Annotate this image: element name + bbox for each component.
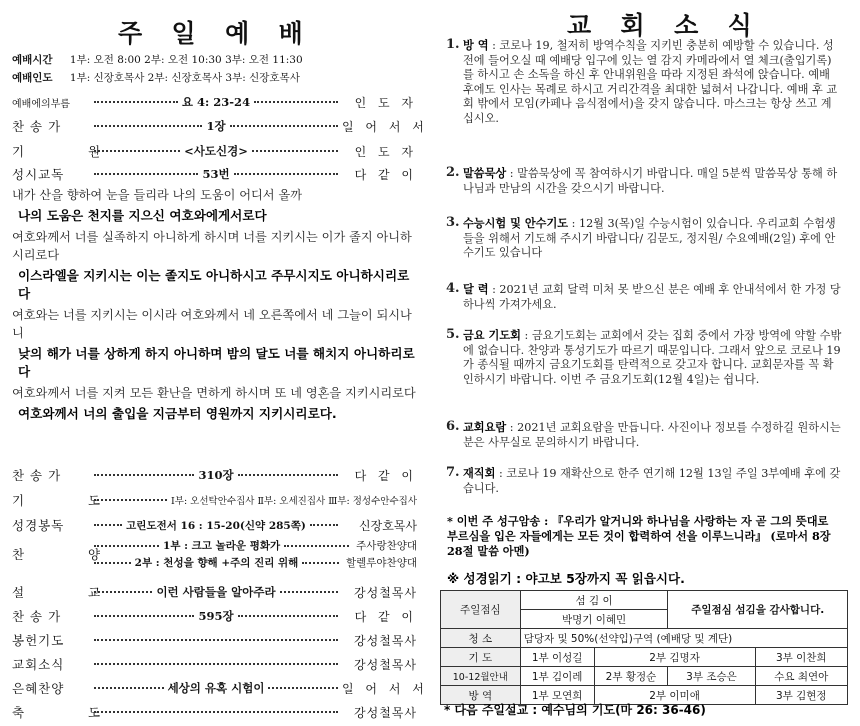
- reading-verse: 여호와께서 너의 출입을 지금부터 영원까지 지키시리로다.: [18, 406, 337, 421]
- order-content: 세상의 유혹 시험이: [167, 681, 265, 695]
- table-cell: 3부 김현정: [755, 686, 847, 705]
- order-label: 설 교: [12, 585, 131, 600]
- news-heading: 말씀묵상: [463, 166, 507, 180]
- order-row: [12, 116, 428, 136]
- order-row: [12, 490, 417, 510]
- choir-2nd-person: 할렐루야찬양대: [345, 557, 417, 569]
- table-cell: 2부 김명자: [594, 648, 755, 667]
- order-person: 강성철목사: [354, 705, 417, 720]
- table-cell: 2부 이미애: [594, 686, 755, 705]
- table-cell: 박명기 이혜민: [520, 610, 668, 629]
- order-row: [12, 702, 417, 722]
- news-heading: 교회요람: [463, 420, 507, 434]
- order-person: 일 어 서 서: [342, 119, 428, 134]
- order-person: 일 어 서 서: [342, 681, 428, 696]
- order-label: 은혜찬양: [12, 681, 65, 696]
- order-row: [12, 92, 417, 112]
- news-item: [447, 216, 842, 261]
- news-item: [447, 38, 842, 127]
- order-label: 봉헌기도: [12, 633, 65, 648]
- choir-1st-person: 주사랑찬양대: [356, 540, 418, 552]
- table-row: [441, 667, 848, 686]
- order-label: 기 도: [12, 493, 131, 508]
- order-row: [12, 164, 417, 184]
- order-person: 다 같 이: [354, 167, 417, 182]
- reading-verse: 여호와께서 너를 지켜 모든 환난을 면하게 하시며 또 네 영혼을 지키시리로다: [12, 386, 416, 400]
- order-content: <사도신경>: [184, 144, 248, 158]
- order-row: [12, 678, 428, 698]
- worship-times: [12, 52, 303, 67]
- table-cell: 주일점심 섬김을 감사합니다.: [668, 591, 848, 629]
- worship-times-value: 1부: 오전 8:00 2부: 오전 10:30 3부: 오전 11:30: [69, 54, 303, 66]
- table-cell: 수요 최연아: [755, 667, 847, 686]
- news-title: 교 회 소 식: [567, 11, 756, 40]
- reading-verse: 이스라엘을 지키시는 이는 졸지도 아니하시고 주무시지도 아니하시리로다: [18, 268, 410, 301]
- worship-leaders: [12, 70, 300, 85]
- order-person: 신장호목사: [359, 518, 417, 533]
- news-item: [447, 166, 842, 196]
- reading-verse: 여호와께서 너를 실족하지 아니하게 하시며 너를 지키시는 이가 졸지 아니하시리로다: [12, 230, 412, 262]
- order-label: 축 도: [12, 705, 131, 720]
- order-label: 찬 송 가: [12, 609, 62, 624]
- news-number: 3.: [446, 215, 460, 230]
- bible-reading: ※ 성경읽기 : 야고보 5장까지 꼭 읽읍시다.: [447, 571, 685, 586]
- order-person: 다 같 이: [354, 609, 417, 624]
- table-cell: 3부 이찬희: [755, 648, 847, 667]
- news-body: : 12월 3(목)일 수능시험이 있습니다. 우리교회 수험생들을 위해서 기도해 주시기 바랍니다/ 김문도, 정지원/ 수요예배(2일) 후에 안수기도 있습니다: [463, 217, 836, 260]
- news-number: 2.: [446, 165, 460, 180]
- table-cell: 방 역: [441, 686, 521, 705]
- order-label: 찬 양: [12, 547, 131, 562]
- news-body: : 말씀묵상에 꼭 참여하시기 바랍니다. 매일 5분씩 말씀묵상 통해 하나님과 만남의 시간을 갖으시기 바랍니다.: [463, 167, 838, 195]
- table-cell: 주일점심: [441, 591, 521, 629]
- memory-verse: * 이번 주 성구암송 : 『우리가 알거니와 하나님을 사랑하는 자 곧 그의 뜻대로 부르심을 입은 자들에게는 모든 것이 합력하여 선을 이루느니라』 (로마서 8장 28절 말씀 아멘): [447, 514, 831, 558]
- order-label: 교회소식: [12, 657, 65, 672]
- table-row: [441, 686, 848, 705]
- news-body: : 금요기도회는 교회에서 갖는 집회 중에서 가장 방역에 약할 수밖에 없습니다. 찬양과 통성기도가 따르기 때문입니다. 그래서 앞으로 코로나 19가 종식될 때까지 금요기도회를 탄력적으로 갖고자 합니다. 교회문자를 꼭 확인하시기 바랍니다. 이번 주 금요기도회(12월 4일)는 쉽니다.: [463, 329, 842, 386]
- table-row: [441, 629, 848, 648]
- next-sermon: * 다음 주일설교 : 예수님의 기도(마 26: 36-46): [444, 703, 706, 717]
- table-cell: 기 도: [441, 648, 521, 667]
- order-row: [12, 654, 417, 674]
- order-content: 1장: [206, 119, 226, 133]
- service-table: [440, 590, 848, 705]
- news-number: 5.: [446, 327, 460, 342]
- table-cell: 10-12월안내: [441, 667, 521, 686]
- order-content: 요 4: 23-24: [181, 95, 251, 109]
- news-heading: 재직회: [463, 466, 496, 480]
- order-row: [12, 141, 417, 161]
- choir-1st: 1부 : 크고 놀라운 평화가: [163, 540, 281, 552]
- order-person: 인 도 자: [354, 144, 417, 159]
- news-heading: 달 력: [463, 282, 489, 296]
- news-number: 4.: [446, 281, 460, 296]
- choir-row: [12, 537, 417, 571]
- order-content: Ⅰ부: 오선탁안수집사 Ⅱ부: 오세진집사 Ⅲ부: 정성수안수집사: [171, 496, 417, 507]
- table-cell: 2부 황정순: [594, 667, 668, 686]
- responsive-reading: [12, 186, 420, 426]
- reading-verse: 낮의 해가 너를 상하게 하지 아니하며 밤의 달도 너를 해치지 아니하리로다: [18, 346, 415, 379]
- order-content: 고린도전서 16 : 15-20(신약 285쪽): [126, 519, 306, 532]
- worship-title: 주 일 예 배: [118, 19, 307, 48]
- news-body: : 2021년 교회요람을 만듭니다. 사진이나 정보를 수정하길 원하시는 분은 사무실로 문의하시기 바랍니다.: [463, 421, 841, 449]
- order-content: 310장: [198, 468, 234, 482]
- table-cell: 3부 조승은: [668, 667, 755, 686]
- order-person: 인 도 자: [354, 95, 417, 110]
- worship-leaders-value: 1부: 신장호목사 2부: 신장호목사 3부: 신장호목사: [69, 72, 300, 84]
- order-row: [12, 465, 417, 485]
- table-cell: 섬 김 이: [520, 591, 668, 610]
- order-person: 강성철목사: [354, 585, 417, 600]
- choir-2nd: 2부 : 천성을 향해 +주의 진리 위해: [134, 557, 299, 569]
- order-row: [12, 582, 417, 602]
- news-item: [447, 466, 842, 496]
- order-label: 예배에의부름: [12, 98, 70, 110]
- news-item: [447, 282, 842, 312]
- news-heading: 수능시험 및 안수기도: [463, 216, 569, 230]
- table-cell: 1부 모연희: [520, 686, 594, 705]
- order-label: 찬 송 가: [12, 119, 62, 134]
- news-item: [447, 328, 842, 387]
- order-content: 595장: [198, 609, 234, 623]
- news-body: : 2021년 교회 달력 미처 못 받으신 분은 예배 후 안내석에서 한 가정 당 하나씩 가져가세요.: [463, 283, 841, 311]
- order-label: 성경봉독: [12, 518, 65, 533]
- news-body: : 코로나 19 재확산으로 한주 연기해 12월 13일 주일 3부예배 후에 갖습니다.: [463, 467, 841, 495]
- order-row: [12, 515, 417, 535]
- table-cell: 청 소: [441, 629, 521, 648]
- reading-verse: 나의 도움은 천지를 지으신 여호와에게서로다: [18, 208, 267, 223]
- reading-verse: 여호와는 너를 지키시는 이시라 여호와께서 네 오른쪽에서 네 그늘이 되시나니: [12, 308, 412, 340]
- news-heading: 방 역: [463, 38, 489, 52]
- news-item: [447, 420, 842, 450]
- order-content: 53번: [202, 167, 230, 181]
- order-label: 성시교독: [12, 167, 65, 182]
- table-cell: 1부 이성길: [520, 648, 594, 667]
- order-label: 찬 송 가: [12, 468, 62, 483]
- order-person: 강성철목사: [354, 633, 417, 648]
- table-row: [441, 648, 848, 667]
- table-cell: 담당자 및 50%(선약입)구역 (예배당 및 계단): [520, 629, 847, 648]
- order-person: 다 같 이: [354, 468, 417, 483]
- order-row: [12, 606, 417, 626]
- news-number: 6.: [446, 419, 460, 434]
- news-body: : 코로나 19, 철저히 방역수칙을 지키빈 충분히 예방할 수 있습니다. 성전에 들어오실 때 예배당 입구에 있는 열 감지 카메라에서 열 체크(출입기록)를 하시고 손 소독을 하신 후 안내위원을 따라 지정된 좌석에 앉습니다. 예배 후에도 인사는 목례로 하시고 거리간격을 최대한 넓혀서 나갑니다. 예배 후 교회 밖에서 모임(카페나 음식점에서)을 갖지 않습니다. 마스크는 항상 쓰고 계십시오.: [463, 39, 838, 125]
- news-number: 7.: [446, 465, 460, 480]
- order-content: 이런 사람들을 알아주라: [156, 585, 276, 599]
- table-cell: 1부 김이레: [520, 667, 594, 686]
- order-row: [12, 630, 417, 650]
- order-label: 기 원: [12, 144, 131, 159]
- news-heading: 금요 기도회: [463, 328, 521, 342]
- table-row: [441, 591, 848, 610]
- order-person: 강성철목사: [354, 657, 417, 672]
- worship-times-label: 예배시간: [12, 54, 53, 66]
- worship-leaders-label: 예배인도: [12, 72, 53, 84]
- reading-verse: 내가 산을 향하여 눈을 들리라 나의 도움이 어디서 올까: [12, 188, 303, 202]
- news-number: 1.: [446, 37, 460, 52]
